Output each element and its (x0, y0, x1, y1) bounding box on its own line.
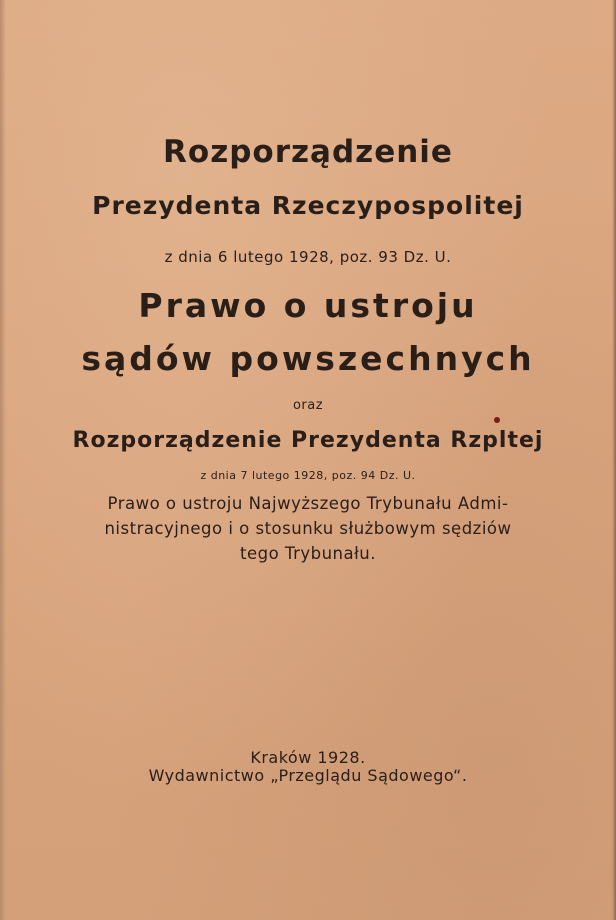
law-title-line-1: Prawo o ustroju (138, 286, 478, 325)
paper-stain (494, 417, 500, 423)
second-law-line-3: tego Trybunału. (239, 544, 377, 563)
second-date-reference: z dnia 7 lutego 1928, poz. 94 Dz. U. (200, 469, 416, 482)
second-law-line-1: Prawo o ustroju Najwyższego Trybunału Admi- (107, 494, 509, 513)
place-and-year: Kraków 1928. (250, 748, 366, 767)
conjunction-text: oraz (292, 398, 324, 413)
second-law-line-2: nistracyjnego i o stosunku służbowym sędziów (104, 519, 512, 538)
first-date-reference: z dnia 6 lutego 1928, poz. 93 Dz. U. (164, 248, 452, 266)
cover-subtitle: Prezydenta Rzeczypospolitej (92, 191, 524, 220)
second-decree-title: Rozporządzenie Prezydenta Rzpltej (72, 428, 544, 453)
law-title-line-2: sądów powszechnych (81, 339, 535, 378)
cover-title: Rozporządzenie (163, 134, 453, 170)
publisher-line: Wydawnictwo „Przeglądu Sądowego“. (148, 766, 468, 785)
